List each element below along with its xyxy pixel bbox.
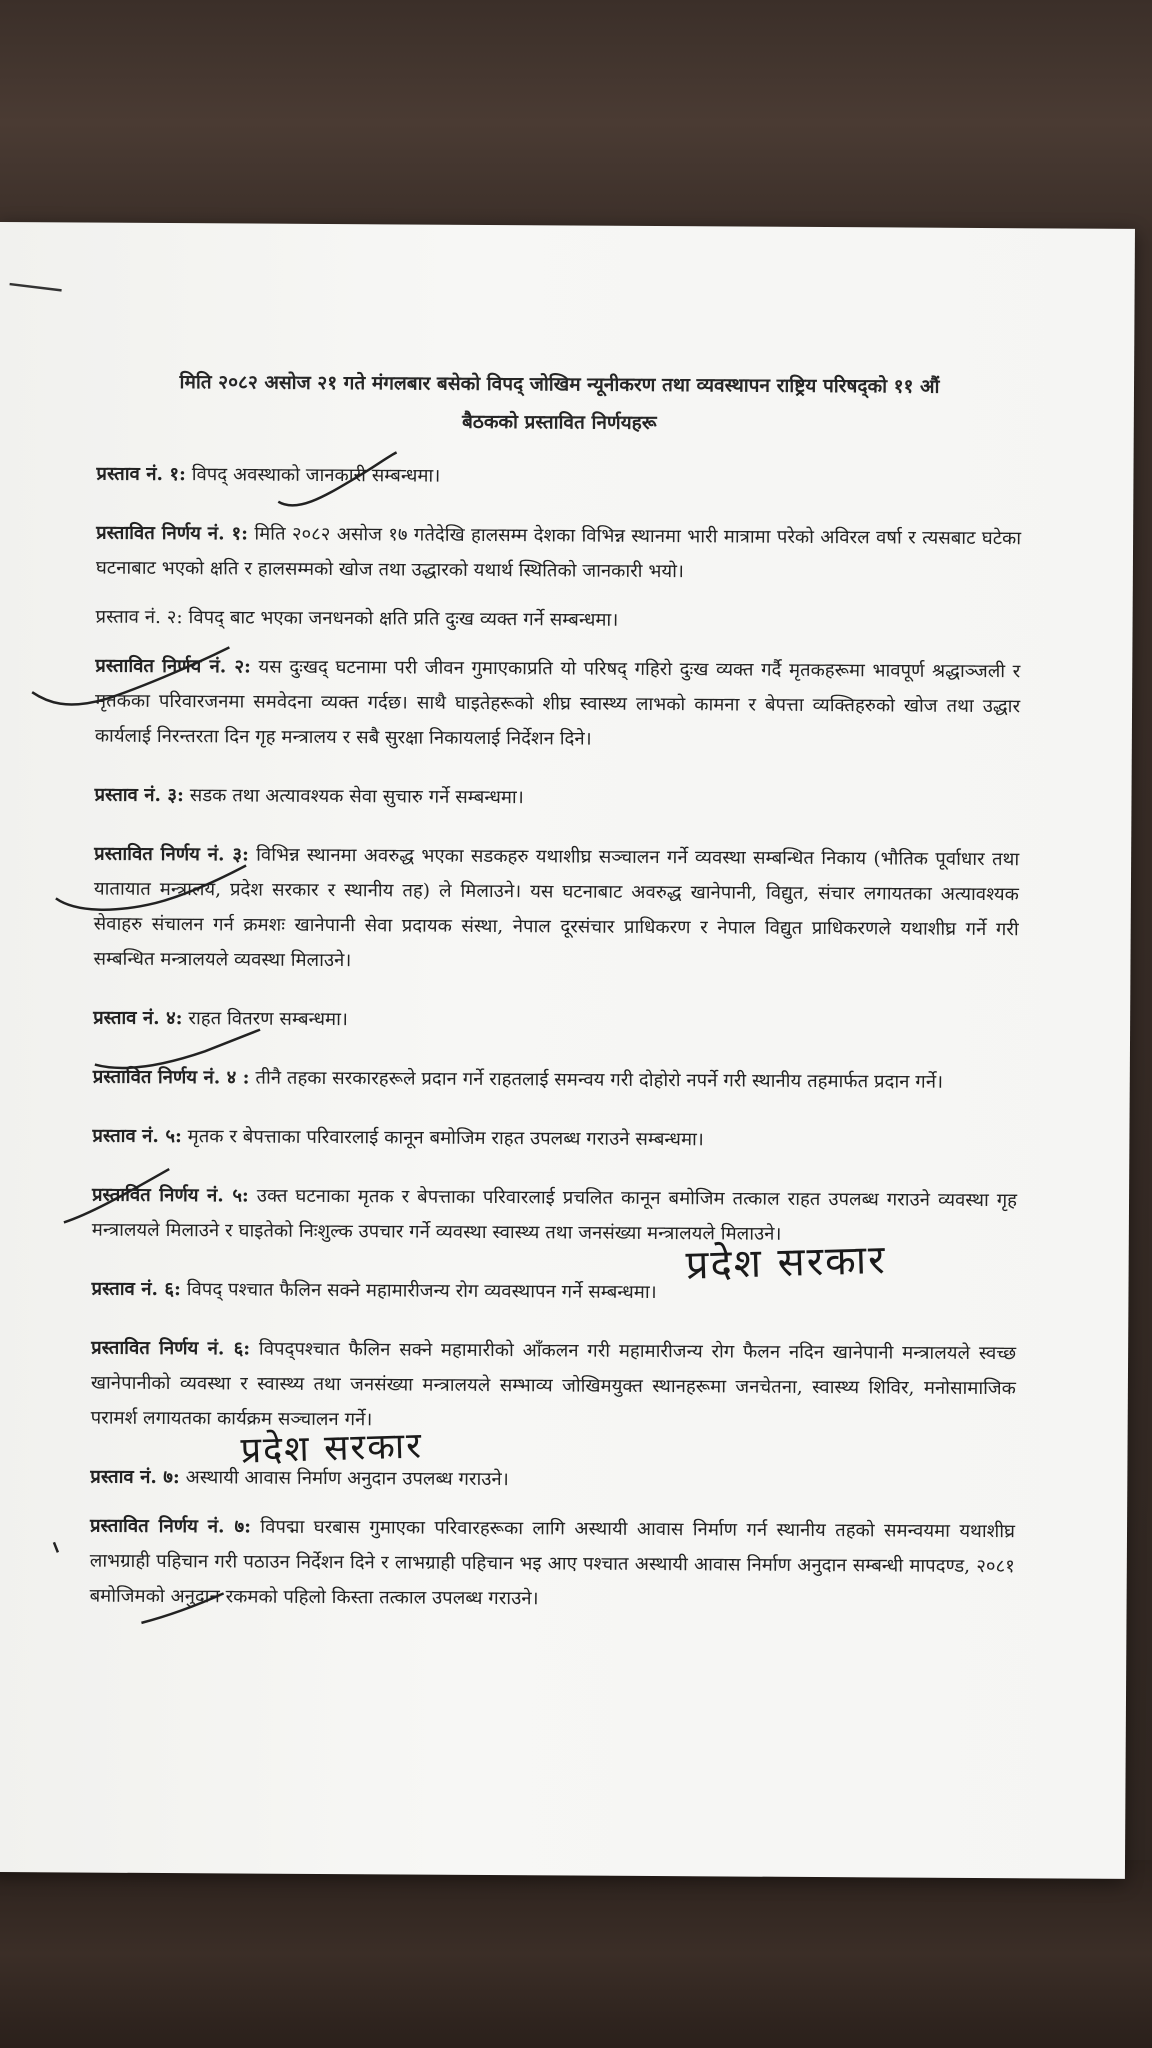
decision-1: प्रस्तावित निर्णय नं. १: मिति २०८२ असोज १७ गतेदेखि हालसम्म देशका विभिन्न स्थानमा भारी मात्रामा परेको अविरल वर्षा र त्यसबाट घटेका घटनाबाट भएको क्षति र हालसम्मको खोज तथा उद्धारको यथार्थ स्थितिको जानकारी भयो।: [95, 522, 1022, 583]
proposal-7: प्रस्ताव नं. ७: अस्थायी आवास निर्माण अनुदान उपलब्ध गराउने।: [90, 1466, 509, 1491]
proposal-2: प्रस्ताव नं. २: विपद् बाट भएका जनधनको क्षति प्रति दुःख व्यक्त गर्ने सम्बन्धमा।: [95, 606, 619, 631]
decision-6: प्रस्तावित निर्णय नं. ६: विपद्पश्चात फैलिन सक्ने महामारीको आँकलन गरी महामारीजन्य रोग फैलन नदिन खानेपानी मन्त्रालयले स्वच्छ खानेपानीको व्यवस्था र स्वास्थ्य तथा जनसंख्या मन्त्रालयले सम्भाव्य जोखिमयुक्त स्थानहरूमा जनचेतना, स्वास्थ्य शिविर, मनोसामाजिक परामर्श लगायतका कार्यक्रम सञ्चालन गर्ने।: [90, 1337, 1017, 1431]
proposal-5: प्रस्ताव नं. ५: मृतक र बेपत्ताका परिवारलाई कानून बमोजिम राहत उपलब्ध गराउने सम्बन्धमा।: [92, 1125, 704, 1151]
proposal-1: प्रस्ताव नं. १: विपद् अवस्थाको जानकारी सम्बन्धमा।: [96, 463, 441, 487]
pen-dash-mark: [10, 284, 62, 290]
proposal-4: प्रस्ताव नं. ४: राहत वितरण सम्बन्धमा।: [93, 1007, 348, 1031]
decision-2: प्रस्तावित निर्णय नं. २: यस दुःखद् घटनामा परी जीवन गुमाएकाप्रति यो परिषद् गहिरो दुःख व्यक्त गर्दै मृतकहरूमा भावपूर्ण श्रद्धाञ्जली र मृतकका परिवारजनमा समवेदना व्यक्त गर्दछ। साथै घाइतेहरूको शीघ्र स्वास्थ्य लाभको कामना र बेपत्ता व्यक्तिहरुको खोज तथा उद्धार कार्यलाई निरन्तरता दिन गृह मन्त्रालय र सबै सुरक्षा निकायलाई निर्देशन दिने।: [94, 655, 1021, 750]
decision-5: प्रस्तावित निर्णय नं. ५: उक्त घटनाका मृतक र बेपत्ताका परिवारलाई प्रचलित कानून बमोजिम तत्काल राहत उपलब्ध गराउने व्यवस्था गृह मन्त्रालयले मिलाउने र घाइतेको निःशुल्क उपचार गर्ने व्यवस्था स्वास्थ्य तथा जनसंख्या मन्त्रालयले मिलाउने।: [91, 1184, 1018, 1245]
proposal-3: प्रस्ताव नं. ३: सडक तथा अत्यावश्यक सेवा सुचारु गर्ने सम्बन्धमा।: [94, 784, 524, 809]
handwritten-signature-1: प्रदेश सरकार: [685, 1236, 888, 1289]
decision-4: प्रस्तावित निर्णय नं. ४ : तीनै तहका सरकारहरूले प्रदान गर्ने राहतलाई समन्वय गरी दोहोरो नपर्ने गरी स्थानीय तहमार्फत प्रदान गर्ने।: [92, 1066, 944, 1093]
document-body: [89, 363, 1022, 1634]
proposal-6: प्रस्ताव नं. ६: विपद् पश्चात फैलिन सक्ने महामारीजन्य रोग व्यवस्थापन गर्ने सम्बन्धमा।: [91, 1278, 657, 1304]
pen-stray-mark: [54, 1542, 58, 1552]
handwritten-signature-2: प्रदेश सरकार: [240, 1425, 424, 1472]
document-title: [97, 363, 1022, 445]
document-page: [0, 222, 1135, 1879]
desk-surface: [0, 1860, 1152, 2048]
title-line-1: मिति २०८२ असोज २१ गते मंगलबार बसेको विपद् जोखिम न्यूनीकरण तथा व्यवस्थापन राष्ट्रिय परिषद्को ११ औं: [179, 371, 940, 398]
decision-3: प्रस्तावित निर्णय नं. ३: विभिन्न स्थानमा अवरुद्ध भएका सडकहरु यथाशीघ्र सञ्चालन गर्ने व्यवस्था सम्बन्धित निकाय (भौतिक पूर्वाधार तथा यातायात मन्त्रालय, प्रदेश सरकार र स्थानीय तह) ले मिलाउने। यस घटनाबाट अवरुद्ध खानेपानी, विद्युत, संचार लगायतका अत्यावश्यक सेवाहरु संचालन गर्न क्रमशः खानेपानी सेवा प्रदायक संस्था, नेपाल दूरसंचार प्राधिकरण र नेपाल विद्युत प्राधिकरणले यथाशीघ्र गर्ने गरी सम्बन्धित मन्त्रालयले व्यवस्था मिलाउने।: [93, 843, 1020, 972]
title-line-2: बैठकको प्रस्तावित निर्णयहरू: [461, 410, 657, 435]
decision-7: प्रस्तावित निर्णय नं. ७: विपद्मा घरबास गुमाएका परिवारहरूका लागि अस्थायी आवास निर्माण गर्न स्थानीय तहको समन्वयमा यथाशीघ्र लाभग्राही पहिचान गरी पठाउन निर्देशन दिने र लाभग्राही पहिचान भइ आए पश्चात अस्थायी आवास निर्माण अनुदान सम्बन्धी मापदण्ड, २०८१ बमोजिमको अनुदान रकमको पहिलो किस्ता तत्काल उपलब्ध गराउने।: [89, 1515, 1016, 1610]
